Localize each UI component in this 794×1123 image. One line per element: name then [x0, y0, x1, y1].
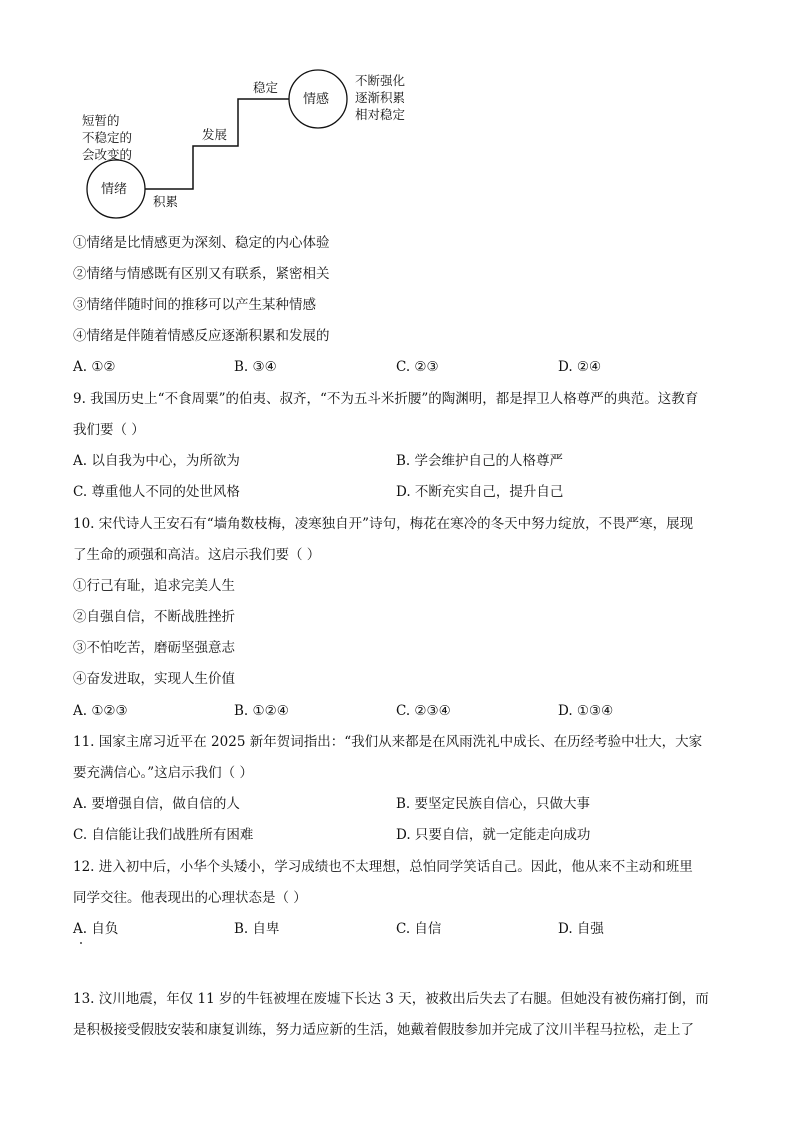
- q11-options-row1: [73, 794, 723, 814]
- feeling-circle-label: 情感: [303, 92, 330, 107]
- q10-option-b[interactable]: B. ①②④: [234, 703, 289, 719]
- q11-options-row2: [73, 825, 723, 845]
- q12-stem-line2: 同学交往。他表现出的心理状态是（ ）: [73, 890, 307, 906]
- emotion-circle-label: 情绪: [101, 182, 128, 197]
- q10-statement-2: ②自强自信，不断战胜挫折: [73, 609, 235, 625]
- q10-statement-4: ④奋发进取，实现人生价值: [73, 671, 235, 687]
- q12-option-d[interactable]: D. 自强: [558, 921, 604, 937]
- emotion-note: 短暂的 不稳定的 会改变的: [82, 113, 133, 162]
- q8-statement-1: ①情绪是比情感更为深刻、稳定的内心体验: [73, 235, 330, 251]
- q12-option-c[interactable]: C. 自信: [396, 921, 442, 937]
- q8-option-b[interactable]: B. ③④: [234, 359, 277, 375]
- q9-stem-line2: 我们要（ ）: [73, 422, 145, 438]
- q13-stem-line2: 是积极接受假肢安装和康复训练，努力适应新的生活，她戴着假肢参加并完成了汶川半程马拉松，走上了: [73, 1022, 694, 1038]
- q8-statement-4: ④情绪是伴随着情感反应逐渐积累和发展的: [73, 328, 330, 344]
- q10-stem-line1: 10. 宋代诗人王安石有“墙角数枝梅，凌寒独自开”诗句，梅花在寒冷的冬天中努力绽放，不畏严寒，展现: [73, 516, 694, 532]
- q12-stem-line1: 12. 进入初中后，小华个头矮小，学习成绩也不太理想，总怕同学笑话自己。因此，他从来不主动和班里: [73, 859, 693, 875]
- q8-statement-2: ②情绪与情感既有区别又有联系，紧密相关: [73, 266, 330, 282]
- q10-stem-line2: 了生命的顽强和高洁。这启示我们要（ ）: [73, 547, 321, 563]
- q12-option-a[interactable]: A. 自负: [73, 921, 119, 937]
- step-stable-label: 稳定: [253, 80, 279, 95]
- q9-option-c[interactable]: C. 尊重他人不同的处世风格: [73, 484, 240, 500]
- q8-option-a[interactable]: A. ①②: [73, 359, 116, 375]
- emotion-feeling-diagram: [70, 62, 430, 222]
- q11-stem-line2: 要充满信心。”这启示我们（ ）: [73, 765, 253, 781]
- feeling-note: 不断强化 逐渐积累 相对稳定: [355, 73, 406, 122]
- q9-option-b[interactable]: B. 学会维护自己的人格尊严: [396, 453, 564, 469]
- q9-stem-line1: 9. 我国历史上“不食周粟”的伯夷、叔齐，“不为五斗米折腰”的陶渊明，都是捍卫人格尊严的典范。这教育: [73, 391, 699, 407]
- step-develop-label: 发展: [202, 127, 228, 142]
- q11-option-d[interactable]: D. 只要自信，就一定能走向成功: [396, 827, 591, 843]
- q8-statement-3: ③情绪伴随时间的推移可以产生某种情感: [73, 297, 316, 313]
- q9-options-row1: [73, 451, 723, 471]
- q10-option-a[interactable]: A. ①②③: [73, 703, 128, 719]
- q8-option-d[interactable]: D. ②④: [558, 359, 602, 375]
- q8-options: [73, 357, 723, 377]
- q9-options-row2: [73, 482, 723, 502]
- q10-option-d[interactable]: D. ①③④: [558, 703, 614, 719]
- q10-option-c[interactable]: C. ②③④: [396, 703, 451, 719]
- q13-stem-line1: 13. 汶川地震，年仅 11 岁的牛钰被埋在废墟下长达 3 天，被救出后失去了右腿。但她没有被伤痛打倒，而: [73, 991, 709, 1007]
- q10-options: [73, 701, 723, 721]
- staircase-line: [145, 99, 289, 189]
- q9-option-d[interactable]: D. 不断充实自己，提升自己: [396, 484, 564, 500]
- stray-mark: [80, 942, 82, 944]
- q8-option-c[interactable]: C. ②③: [396, 359, 439, 375]
- step-accumulate-label: 积累: [153, 194, 179, 209]
- q10-statement-1: ①行己有耻，追求完美人生: [73, 578, 235, 594]
- q11-option-b[interactable]: B. 要坚定民族自信心，只做大事: [396, 796, 591, 812]
- q12-option-b[interactable]: B. 自卑: [234, 921, 280, 937]
- q9-option-a[interactable]: A. 以自我为中心，为所欲为: [73, 453, 240, 469]
- q11-option-a[interactable]: A. 要增强自信，做自信的人: [73, 796, 240, 812]
- q11-option-c[interactable]: C. 自信能让我们战胜所有困难: [73, 827, 254, 843]
- q11-stem-line1: 11. 国家主席习近平在 2025 新年贺词指出：“我们从来都是在风雨洗礼中成长、在历经考验中壮大，大家: [73, 734, 703, 750]
- q12-options: [73, 919, 723, 939]
- q10-statement-3: ③不怕吃苦，磨砺坚强意志: [73, 640, 235, 656]
